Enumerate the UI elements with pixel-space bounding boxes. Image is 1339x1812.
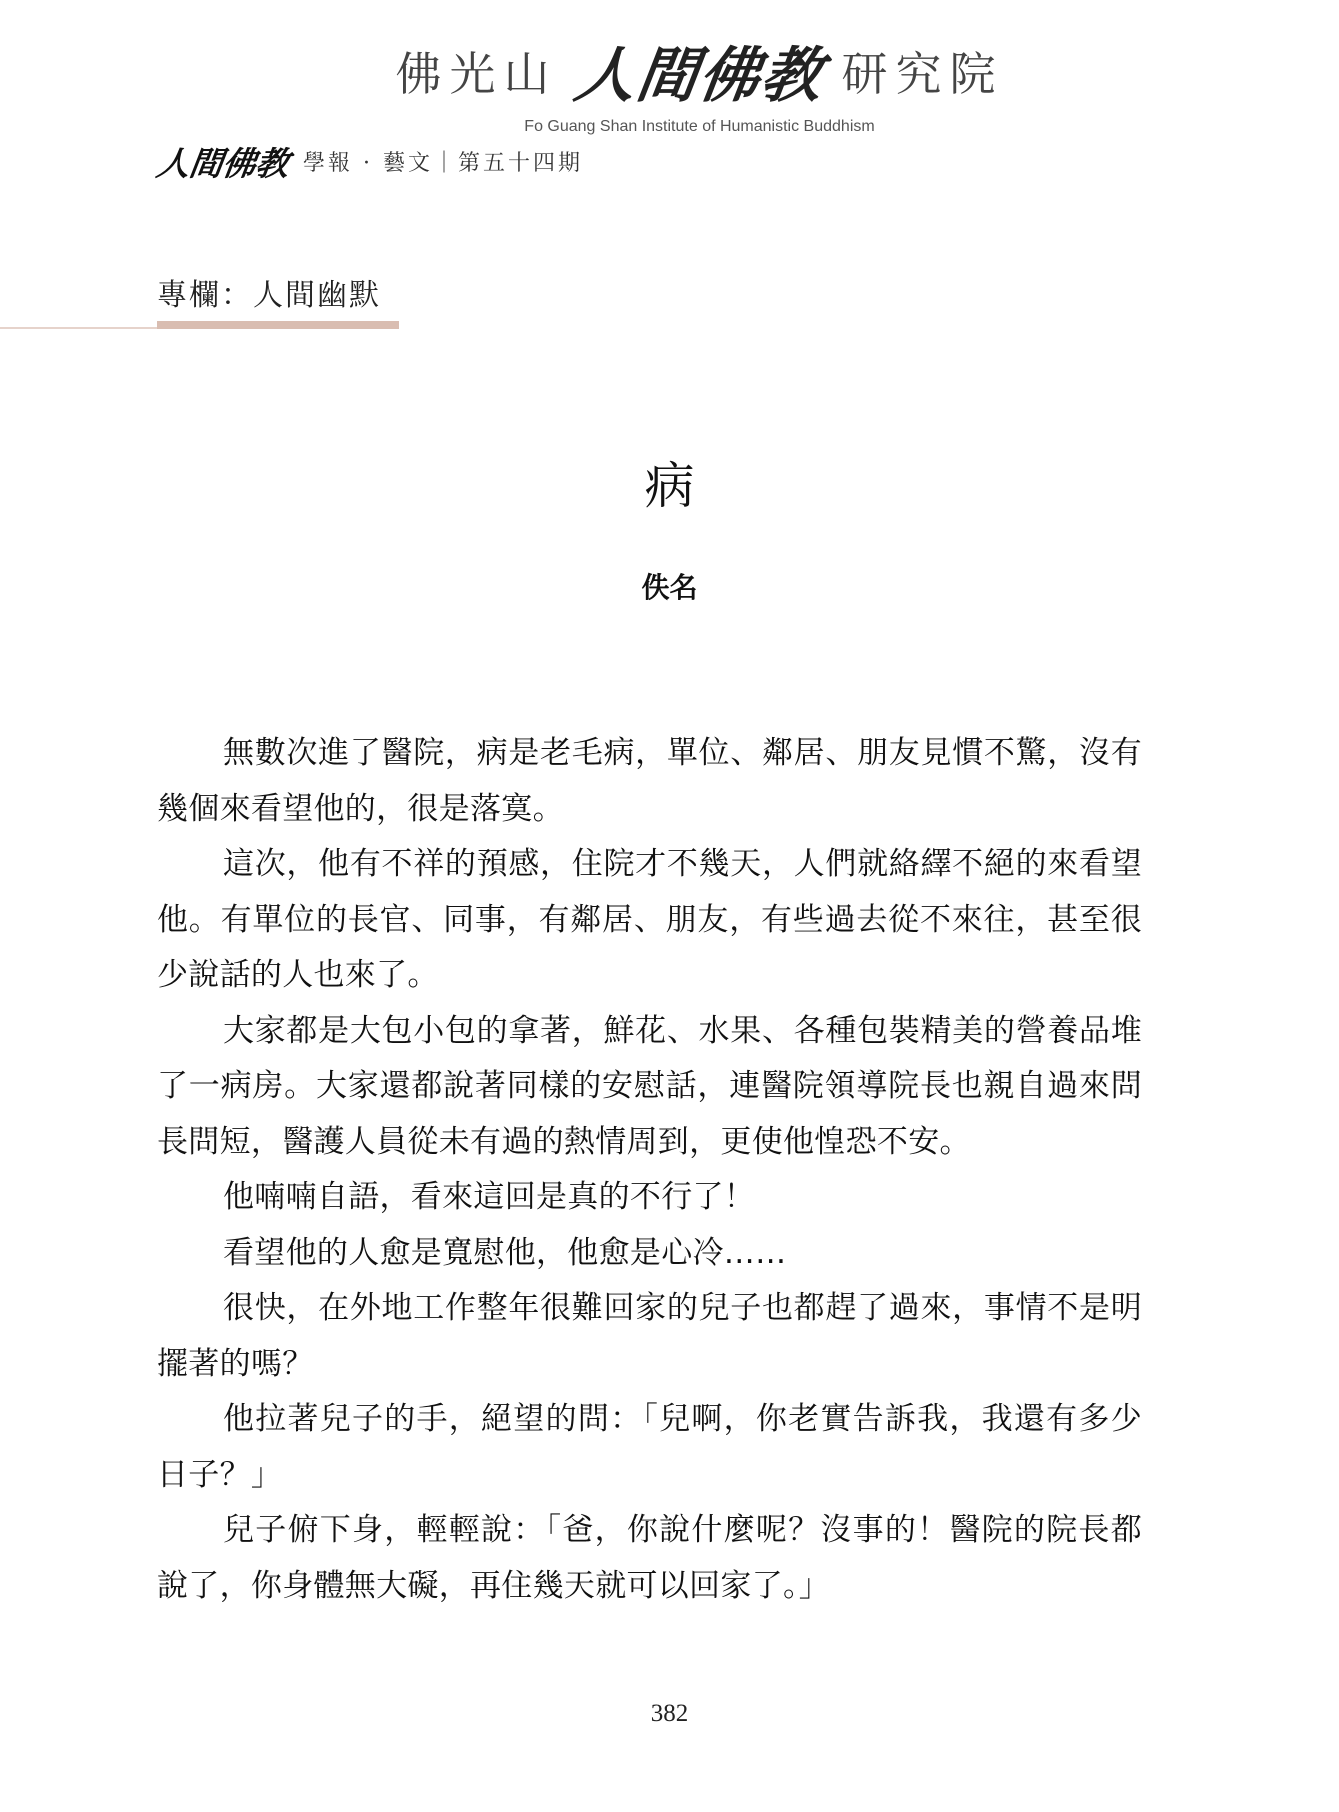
paragraph: 看望他的人愈是寬慰他，他愈是心冷…… xyxy=(223,1234,787,1271)
institute-banner xyxy=(0,28,1339,136)
column-underline xyxy=(157,321,399,329)
article-title: 病 xyxy=(644,457,695,515)
institute-name-lead: 佛光山 xyxy=(395,47,558,101)
institute-logo xyxy=(0,28,1339,114)
paragraph: 他喃喃自語，看來這回是真的不行了！ xyxy=(223,1179,756,1215)
institute-calligraphy-brand: 人間佛教 xyxy=(569,41,828,111)
institute-english-name: Fo Guang Shan Institute of Humanistic Buddhism xyxy=(524,118,875,135)
paragraph: 無數次進了醫院，病是老毛病，單位、鄰居、朋友見慣不驚，沒有幾個來看望他的，很是落寞。 xyxy=(157,735,1142,827)
institute-name-tail: 研究院 xyxy=(841,47,1004,101)
page-number: 382 xyxy=(650,1700,689,1727)
paragraph: 大家都是大包小包的拿著，鮮花、水果、各種包裝精美的營養品堆了一病房。大家還都說著同樣的安慰話，連醫院領導院長也親自過來問長問短，醫護人員從未有過的熱情周到，更使他惶恐不安。 xyxy=(157,1012,1142,1160)
journal-header xyxy=(153,138,583,185)
article-author: 佚名 xyxy=(641,571,698,604)
journal-calligraphy-brand: 人間佛教 xyxy=(153,144,292,183)
column-label: 專欄：人間幽默 xyxy=(157,278,381,313)
journal-issue-info: 學報 · 藝文｜第五十四期 xyxy=(303,151,583,176)
paragraph: 他拉著兒子的手，絕望的問：「兒啊，你老實告訴我，我還有多少日子？」 xyxy=(157,1401,1142,1493)
paragraph: 很快，在外地工作整年很難回家的兒子也都趕了過來，事情不是明擺著的嗎？ xyxy=(157,1290,1142,1382)
paragraph: 這次，他有不祥的預感，住院才不幾天，人們就絡繹不絕的來看望他。有單位的長官、同事，有鄰居、朋友，有些過去從不來往，甚至很少說話的人也來了。 xyxy=(157,846,1142,993)
article-body xyxy=(157,726,1142,1614)
paragraph: 兒子俯下身，輕輕說：「爸，你說什麼呢？沒事的！醫院的院長都說了，你身體無大礙，再住幾天就可以回家了。」 xyxy=(157,1512,1142,1604)
column-divider-thin xyxy=(0,327,158,329)
